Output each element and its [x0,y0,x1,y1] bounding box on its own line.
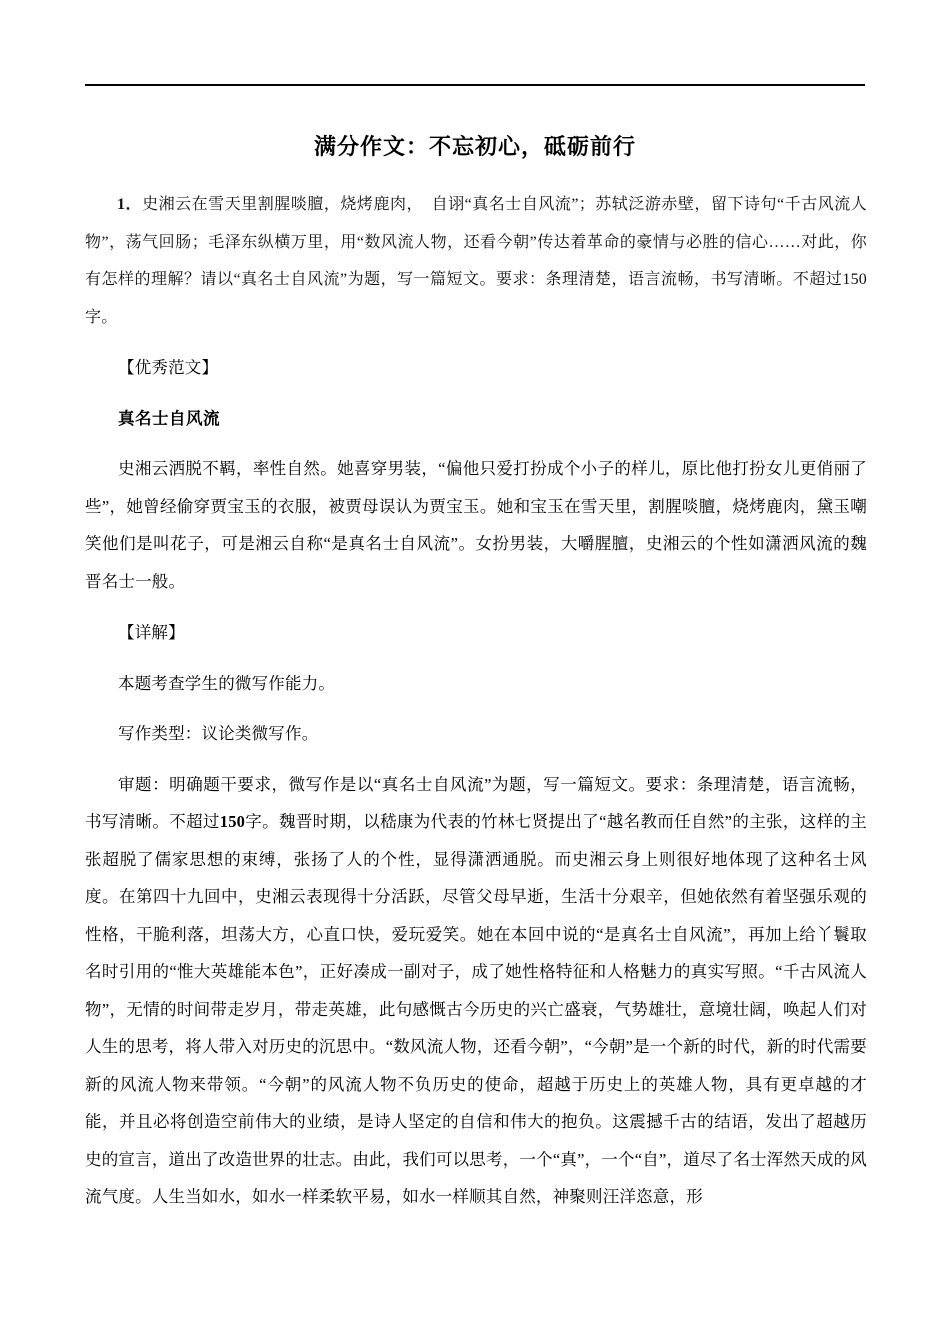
spacer [85,604,867,614]
spacer [85,441,867,450]
question-paragraph [85,186,867,336]
model-essay-body: 史湘云洒脱不羁，率性自然。她喜穿男装，“偏他只爱打扮成个小子的样儿，原比他打扮女儿更俏丽了些”，她曾经偷穿贾宝玉的衣服，被贾母误认为贾宝玉。她和宝玉在雪天里，割腥啖膻，烧烤鹿肉，黛玉嘲笑他们是叫花子，可是湘云自称“是真名士自风流”。女扮男装，大嚼腥膻，史湘云的个性如潇洒风流的魏晋名士一般。 [85,459,867,591]
model-essay-title: 真名士自风流 [118,408,220,428]
analysis-prefix: 审题：明确题干要求，微写作是以“真名士自风流”为题，写一篇短文。要求：条理清楚，语言流畅，书写清晰。不超过 [85,774,867,831]
explanation-line-1: 本题考查学生的微写作能力。 [118,673,336,693]
analysis-body: 字。魏晋时期，以嵇康为代表的竹林七贤提出了“越名教而任自然”的主张，这样的主张超脱了儒家思想的束缚，张扬了人的个性，显得潇洒通脱。而史湘云身上则很好地体现了这种名士风度。在第四十九回中，史湘云表现得十分活跃，尽管父母早逝，生活十分艰辛，但她依然有着坚强乐观的性格，干脆利落，坦荡大方，心直口快，爱玩爱笑。她在本回中说的“是真名士自风流”，再加上给丫鬟取名时引用的“惟大英雄能本色”，正好凑成一副对子，成了她性格特征和人格魅力的真实写照。“千古风流人物”，无情的时间带走岁月，带走英雄，此句感慨古今历史的兴亡盛衰，气势雄壮，意境壮阔，唤起人们对人生的思考，将人带入对历史的沉思中。“数风流人物，还看今朝”，“今朝”是一个新的时代，新的时代需要新的风流人物来带领。“今朝”的风流人物不负历史的使命，超越于历史上的英雄人物，具有更卓越的才能，并且必将创造空前伟大的业绩，是诗人坚定的自信和伟大的抱负。这震撼千古的结语，发出了超越历史的宣言，道出了改造世界的壮志。由此，我们可以思考，一个“真”，一个“自”，道尽了名士浑然天成的风流气度。人生当如水，如水一样柔软平易，如水一样顺其自然，神聚则汪洋恣意，形 [85,812,867,1206]
question-text: 史湘云在雪天里割腥啖膻，烧烤鹿肉， 自诩“真名士自风流”；苏轼泛游赤壁，留下诗句“千古风流人物”，荡气回肠；毛泽东纵横万里，用“数风流人物，还看今朝”传达着革命的豪情与必胜的信心……对此，你有怎样的理解？请以“真名士自风流”为题，写一篇短文。要求：条理清楚，语言流畅，书写清晰。不超过150字。 [85,196,867,326]
spacer [85,757,867,766]
model-essay-marker: 【优秀范文】 [118,358,219,377]
analysis-paragraph [85,766,867,1216]
spacer [85,340,867,349]
spacer [85,391,867,400]
spacer [85,706,867,715]
spacer [85,656,867,665]
header-divider [85,84,865,86]
explanation-marker: 【详解】 [118,623,185,642]
analysis-word-limit: 150 [219,812,246,831]
question-number: 1． [117,196,143,213]
document-body [85,186,867,1220]
page-title: 满分作文：不忘初心，砥砺前行 [313,133,636,159]
explanation-line-2: 写作类型：议论类微写作。 [118,724,319,743]
